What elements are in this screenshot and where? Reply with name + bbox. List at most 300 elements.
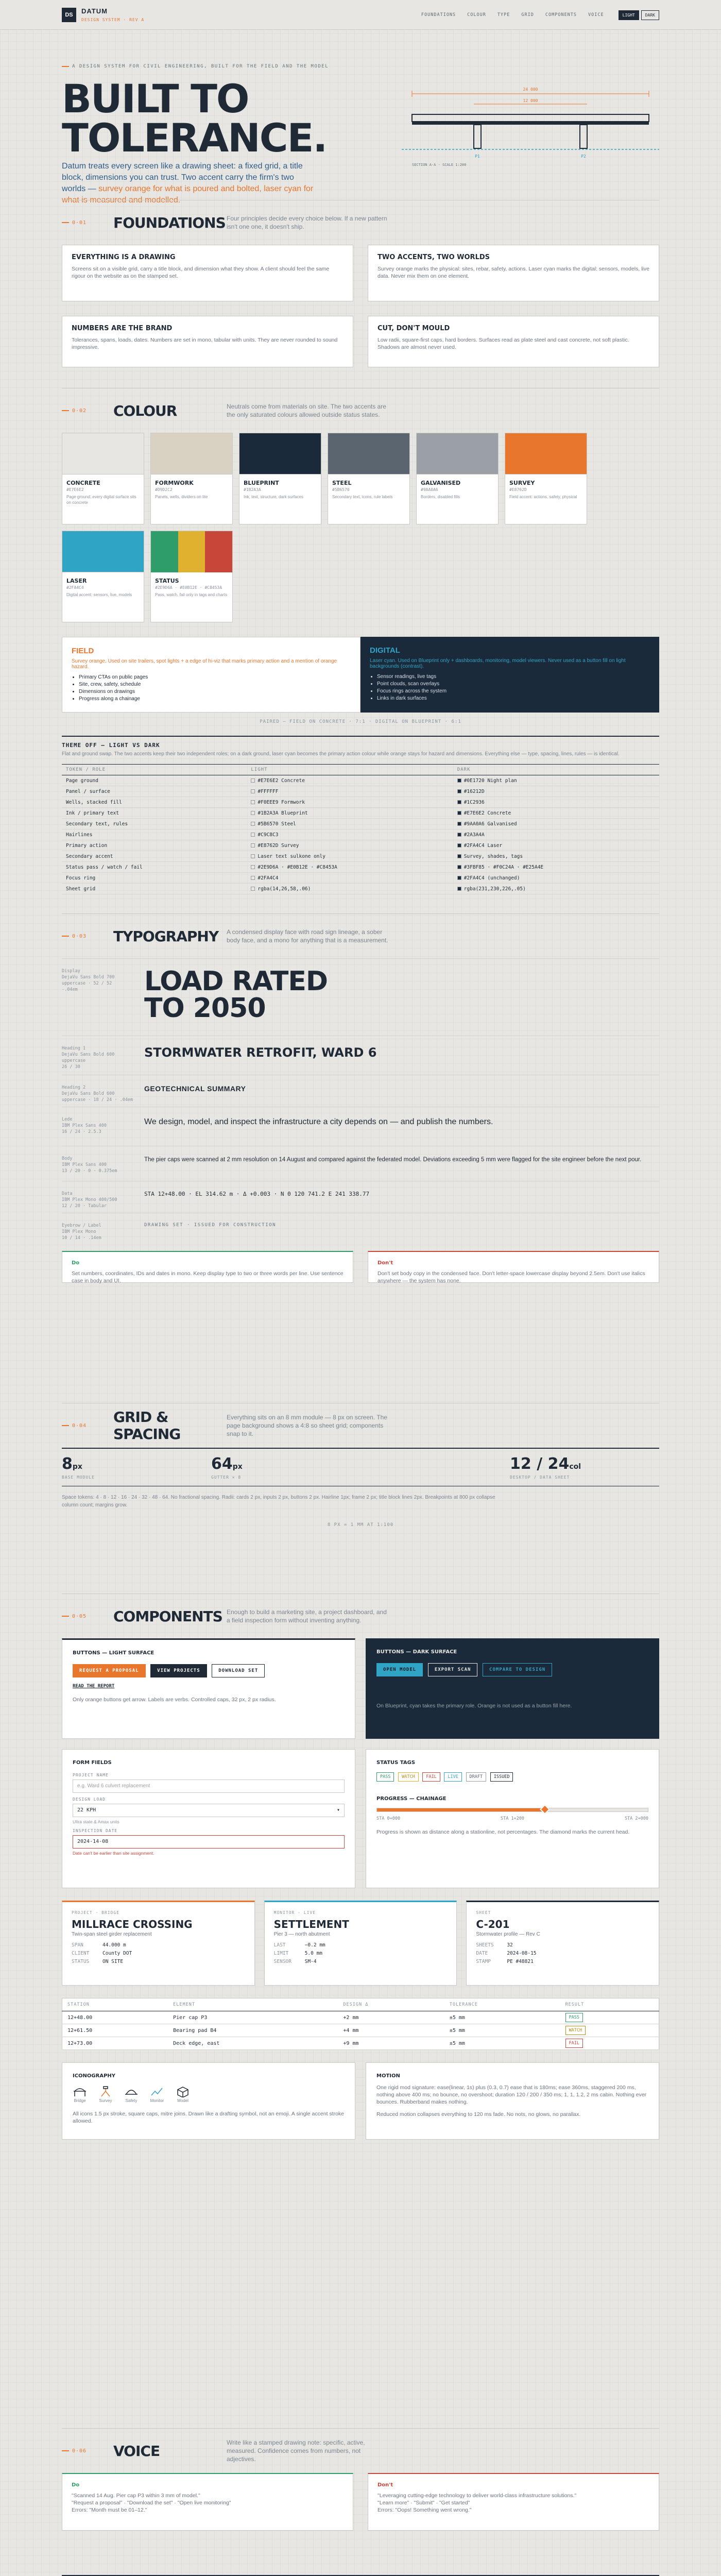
field-digital-panels <box>62 637 659 712</box>
table-row[interactable] <box>62 2024 659 2037</box>
table-header: RESULT <box>560 1998 659 2011</box>
token-dark <box>453 819 659 829</box>
stat-unit: px <box>72 1463 82 1471</box>
stat-columns <box>510 1455 659 1480</box>
voice-do-card <box>62 2473 353 2531</box>
digital-item: • Focus rings across the system <box>377 688 650 695</box>
swatch-name: SURVEY <box>509 480 535 486</box>
stat-gutter <box>211 1455 360 1480</box>
table-header: STATION <box>62 1998 168 2011</box>
card-heading: ICONOGRAPHY <box>73 2073 116 2079</box>
brand-tagline: DESIGN SYSTEM · REV A <box>81 18 145 22</box>
token-light-value: #1B2A3A Blueprint <box>258 810 308 816</box>
token-light <box>247 884 453 894</box>
download-set-button[interactable]: DOWNLOAD SET <box>212 1664 265 1677</box>
swatch-hex: #2FA4C4 <box>66 585 84 590</box>
color-chip <box>457 789 461 793</box>
chainage-progress-fill <box>377 1808 545 1811</box>
token-light-value: #2E9D6A · #E0B12E · #C8453A <box>258 864 337 870</box>
voice-line: Errors: "Oops! Something went wrong." <box>377 2507 472 2513</box>
export-scan-button[interactable]: EXPORT SCAN <box>428 1663 478 1676</box>
token-dark-value: Survey, shades, tags <box>464 853 523 859</box>
grid-section <box>62 1403 659 1594</box>
tag-draft: DRAFT <box>466 1772 487 1782</box>
logo[interactable]: DS <box>62 8 76 22</box>
theme-heading: THEME OFF — LIGHT VS DARK <box>62 742 160 749</box>
stat-value: 8 <box>62 1455 73 1473</box>
card-note: On Blueprint, cyan takes the primary role. Orange is not used as a button fill here. <box>376 1703 572 1709</box>
table-row <box>62 819 659 829</box>
table-row <box>62 786 659 797</box>
color-chip <box>457 854 461 858</box>
color-chip <box>457 887 461 891</box>
tag-issued: ISSUED <box>490 1772 513 1782</box>
hero-eyebrow-text: A DESIGN SYSTEM FOR CIVIL ENGINEERING, BUILT FOR THE FIELD AND THE MODEL <box>72 64 329 69</box>
color-chip <box>457 843 461 848</box>
swatch-chip <box>417 433 498 474</box>
hero-title-line2: TOLERANCE. <box>62 115 327 161</box>
table-header: LIGHT <box>247 765 453 775</box>
card-note: Only orange buttons get arrow. Labels are verbs. Controlled caps, 32 px, 2 px radius. <box>73 1697 276 1703</box>
swatch-hex: #5B6570 <box>332 487 350 492</box>
read-report-link[interactable]: READ THE REPORT <box>73 1684 115 1689</box>
token-dark-value: #2A3A4A <box>464 832 485 838</box>
type-specimen-lede: We design, model, and inspect the infrastructure a city depends on — and publish the numbers. <box>144 1117 493 1126</box>
color-chip <box>251 833 255 837</box>
status-card <box>366 1749 659 1888</box>
dont-title: Don't <box>377 1260 393 1266</box>
dont-text: Don't set body copy in the condensed face. Don't letter-space lowercase display beyond 2.5em. Don't use italics anywhere — the system has none. <box>377 1270 645 1284</box>
token-dark-value: #3FBF85 · #F0C24A · #E25A4E <box>464 864 544 870</box>
table-header: ELEMENT <box>168 1998 338 2011</box>
color-chip <box>251 811 255 815</box>
principle-text: Survey orange marks the physical: sites, rebar, safety, actions. Laser cyan marks the digital: sensors, models, live data. Never mix them on one element. <box>377 266 649 279</box>
swatch-formwork <box>150 433 233 524</box>
table-cell: ±5 mm <box>444 2011 560 2024</box>
theme-desc: Flat and ground swap. The two accents keep their two independent roles; on a dark ground, laser cyan becomes the primary action colour while orange stays for hazard and dimensions. Everything else — type, spacing, lines, rules — is identical. <box>62 751 620 757</box>
swatch-concrete <box>62 433 144 524</box>
section-desc: Neutrals come from materials on site. The two accents are the only saturated colours allowed outside status states. <box>227 403 386 418</box>
card-heading: MOTION <box>376 2073 400 2079</box>
progress-mid: STA 1+200 <box>500 1816 525 1821</box>
swatch-name: BLUEPRINT <box>244 480 279 486</box>
token-dark <box>453 829 659 840</box>
section-title: COLOUR <box>113 402 177 419</box>
color-chip <box>251 789 255 793</box>
token-role: Primary action <box>62 840 247 851</box>
nav-link-colour[interactable]: COLOUR <box>467 12 486 18</box>
nav-link-foundations[interactable]: FOUNDATIONS <box>421 12 456 18</box>
section-number: 0·05 <box>62 1614 113 1619</box>
type-meta: Data IBM Plex Mono 400/500 12 / 20 · Tabular <box>62 1191 117 1209</box>
principle-card <box>368 245 659 301</box>
token-dark <box>453 851 659 862</box>
kv-key: SPAN <box>72 1942 83 1948</box>
token-dark <box>453 797 659 808</box>
principle-text: Screens sit on a visible grid, carry a title block, and dimension what they show. A client should feel the same rigour on the website as on the stamped set. <box>72 266 330 279</box>
project-name-label: PROJECT NAME <box>73 1773 109 1777</box>
swatch-survey <box>505 433 587 524</box>
token-light-value: #E8762D Survey <box>258 842 299 849</box>
stat-label: BASE MODULE <box>62 1475 95 1480</box>
progress-start: STA 0+000 <box>376 1816 401 1821</box>
field-panel <box>62 637 360 713</box>
brand <box>81 7 144 23</box>
dark-theme-button[interactable]: DARK <box>641 10 659 20</box>
voice-line: "Scanned 14 Aug. Pier cap P3 within 3 mm of model." <box>72 2493 200 2499</box>
section-title: FOUNDATIONS <box>113 214 226 231</box>
components-section <box>62 1594 659 2428</box>
token-light <box>247 851 453 862</box>
swatch-blueprint <box>239 433 321 524</box>
icon-label: Model <box>177 2098 188 2103</box>
nav-link-grid[interactable]: GRID <box>521 12 534 18</box>
open-model-button[interactable]: OPEN MODEL <box>376 1663 423 1676</box>
table-cell: 12+73.00 <box>62 2037 168 2050</box>
token-dark-value: #9AA0A6 Galvanised <box>464 821 517 827</box>
principle-card <box>62 245 353 301</box>
type-meta: Eyebrow / Label IBM Plex Mono 10 / 14 · .14em <box>62 1223 101 1241</box>
principle-title: EVERYTHING IS A DRAWING <box>72 253 176 261</box>
stat-label: DESKTOP / DATA SHEET <box>510 1475 570 1480</box>
compare-design-button[interactable]: COMPARE TO DESIGN <box>483 1663 552 1676</box>
icon-label: Survey <box>99 2098 112 2103</box>
token-light <box>247 819 453 829</box>
hero-title <box>62 76 350 161</box>
token-dark <box>453 808 659 819</box>
card-heading: BUTTONS — DARK SURFACE <box>376 1649 457 1655</box>
swatch-chip <box>62 433 144 474</box>
card-title: MILLRACE CROSSING <box>72 1918 193 1930</box>
field-desc: Survey orange. Used on site trailers, spot lights + a edge of hi-viz that marks primary action and a mention of orange hazard. <box>72 658 337 670</box>
chevron-down-icon: ▾ <box>336 1807 340 1813</box>
card-heading: FORM FIELDS <box>73 1760 112 1766</box>
kv-key: DATE <box>476 1951 488 1956</box>
tag-watch: WATCH <box>398 1772 419 1782</box>
token-light <box>247 862 453 873</box>
card-kicker: PROJECT · BRIDGE <box>72 1910 120 1915</box>
token-dark <box>453 786 659 797</box>
stat-value: 64 <box>211 1455 233 1473</box>
token-dark <box>453 775 659 786</box>
swatch-steel <box>328 433 410 524</box>
icon-label: Bridge <box>74 2098 86 2103</box>
footer <box>62 2554 659 2576</box>
top-nav <box>0 0 721 30</box>
table-header: DARK <box>453 765 659 775</box>
chainage-head-marker <box>540 1804 550 1815</box>
theme-token-table <box>62 764 659 894</box>
icon-label: Safety <box>125 2098 138 2103</box>
hero-title-line1: BUILT TO <box>62 76 249 122</box>
swatch-use: Field accent: actions, safety, physical <box>509 495 577 499</box>
section-desc: Write like a stamped drawing note: specific, active, measured. Confidence comes from numbers, not adjectives. <box>227 2439 365 2463</box>
stat-label: GUTTER × 8 <box>211 1475 242 1480</box>
table-cell: Pier cap P3 <box>168 2011 338 2024</box>
swatch-chip <box>62 531 144 572</box>
project-name-input[interactable]: e.g. Ward 6 culvert replacement <box>73 1780 345 1793</box>
principle-card <box>62 316 353 367</box>
stat-value: 12 / 24 <box>510 1455 570 1473</box>
card-kicker: SHEET <box>476 1910 491 1915</box>
color-chip <box>251 843 255 848</box>
form-fields-card <box>62 1749 355 1888</box>
digital-item: • Sensor readings, live tags <box>377 673 650 681</box>
kv-key: CLIENT <box>72 1951 90 1956</box>
color-chip <box>251 887 255 891</box>
light-theme-button[interactable]: LIGHT <box>619 10 639 20</box>
section-title: COMPONENTS <box>113 1607 222 1625</box>
type-specimen-body: The pier caps were scanned at 2 mm resolution on 14 August and compared against the federated model. Deviations exceeding 5 mm were flagged for the site engineer before the next pour. <box>144 1157 642 1163</box>
bridge-icon <box>73 2086 87 2097</box>
token-light-value: #5B6570 Steel <box>258 821 296 827</box>
token-dark-value: #2FA4C4 Laser <box>464 842 503 849</box>
table-row <box>62 851 659 862</box>
table-row <box>62 775 659 786</box>
table-row <box>62 808 659 819</box>
scale-pill: 8 PX = 1 MM AT 1:100 <box>327 1522 394 1528</box>
token-role: Secondary text, rules <box>62 819 247 829</box>
token-dark-value: rgba(231,230,226,.05) <box>464 886 526 892</box>
section-number: 0·01 <box>62 220 113 226</box>
do-title: Do <box>72 2482 80 2488</box>
type-specimen-h1: STORMWATER RETROFIT, WARD 6 <box>144 1045 377 1060</box>
monitor-icon <box>150 2086 164 2097</box>
table-row <box>62 873 659 884</box>
result-tag: PASS <box>565 2013 583 2022</box>
table-row[interactable] <box>62 2011 659 2024</box>
swatch-hex: #9AA0A6 <box>421 487 438 492</box>
nav-link-type[interactable]: TYPE <box>497 12 510 18</box>
section-number: 0·06 <box>62 2448 113 2454</box>
color-chip <box>457 833 461 837</box>
nav-link-voice[interactable]: VOICE <box>588 12 604 18</box>
buttons-dark-card <box>366 1638 659 1739</box>
type-do-card <box>62 1251 353 1283</box>
swatch-use: Pass, watch, fail only in tags and charts <box>155 592 228 597</box>
token-light <box>247 840 453 851</box>
swatch-chip <box>151 531 232 572</box>
section-title: GRID & SPACING <box>113 1409 181 1443</box>
token-dark-value: #0E1720 Night plan <box>464 777 517 784</box>
progress-note: Progress is shown as distance along a stationline, not percentages. The diamond marks the current head. <box>376 1829 630 1835</box>
project-card[interactable] <box>264 1901 457 1986</box>
kv-value: 5.0 mm <box>304 1951 322 1956</box>
progress-end: STA 2+000 <box>624 1816 648 1821</box>
token-dark-value: #16212D <box>464 788 485 794</box>
kv-value: 2024-08-15 <box>507 1951 537 1956</box>
swatch-hex: #D9D2C2 <box>155 487 173 492</box>
buttons-light-card <box>62 1638 355 1739</box>
section-desc: Four principles decide every choice below. If a new pattern isn't one one, it doesn't ship. <box>227 215 387 230</box>
swatch-name: STATUS <box>155 578 179 584</box>
color-chip <box>251 822 255 826</box>
field-item: • Site, crew, safety, schedule <box>79 681 351 688</box>
stat-unit: col <box>569 1463 581 1471</box>
kv-value: SM-4 <box>304 1959 317 1964</box>
digital-title: DIGITAL <box>370 646 400 655</box>
hero-eyebrow <box>62 64 329 69</box>
table-row <box>62 829 659 840</box>
tag-fail: FAIL <box>422 1772 440 1782</box>
token-dark <box>453 862 659 873</box>
card-note: All icons 1.5 px stroke, square caps, mitre joins. Drawn like a drafting symbol, not an emoji. A single accent stroke allowed. <box>73 2111 344 2124</box>
token-role: Sheet grid <box>62 884 247 894</box>
token-light <box>247 873 453 884</box>
swatch-chip <box>328 433 409 474</box>
table-header: TOLERANCE <box>444 1998 560 2011</box>
request-proposal-button[interactable]: REQUEST A PROPOSAL <box>73 1664 146 1677</box>
inspection-date-input[interactable]: 2024-14-08 <box>73 1835 345 1849</box>
digital-panel <box>360 637 659 713</box>
color-chip <box>457 800 461 804</box>
type-specimen-h2: GEOTECHNICAL SUMMARY <box>144 1084 246 1093</box>
voice-line: "Request a proposal" · "Download the set" · "Open live monitoring" <box>72 2500 231 2506</box>
token-dark <box>453 884 659 894</box>
kv-key: SHEETS <box>476 1942 494 1948</box>
kv-value: 44.000 m <box>102 1942 126 1948</box>
principle-card <box>368 316 659 367</box>
token-light <box>247 797 453 808</box>
table-header: DESIGN Δ <box>338 1998 444 2011</box>
voice-dont-card <box>368 2473 659 2531</box>
kv-value: County DOT <box>102 1951 132 1956</box>
token-dark-value: #E7E6E2 Concrete <box>464 810 511 816</box>
type-specimen-data: STA 12+48.00 · EL 314.62 m · Δ +0.003 · N 0 120 741.2 E 241 338.77 <box>144 1191 370 1197</box>
brand-name: DATUM <box>81 7 108 15</box>
swatch-name: FORMWORK <box>155 480 194 486</box>
colour-section <box>62 388 659 913</box>
card-title: C-201 <box>476 1918 510 1930</box>
swatch-name: LASER <box>66 578 87 584</box>
principle-text: Tolerances, spans, loads, dates. Numbers are set in mono, tabular with units. They are never rounded to sound impressive. <box>72 337 338 350</box>
principle-title: NUMBERS ARE THE BRAND <box>72 325 173 332</box>
project-card[interactable] <box>466 1901 659 1986</box>
kv-key: LIMIT <box>273 1951 289 1956</box>
swatch-name: GALVANISED <box>421 480 461 486</box>
spacing-stats <box>62 1448 659 1486</box>
voice-line: Errors: "Month must be 01–12." <box>72 2507 147 2513</box>
project-cards <box>62 1901 659 1986</box>
survey-icon <box>98 2086 113 2097</box>
voice-section <box>62 2428 659 2554</box>
color-chip <box>457 822 461 826</box>
table-cell: ±5 mm <box>444 2024 560 2037</box>
table-cell: 12+48.00 <box>62 2011 168 2024</box>
swatch-laser <box>62 531 144 622</box>
hero-lede-text: Datum treats every screen like a drawing sheet: a fixed grid, a title block, dimensions you can trust. Two accent carry the firm's two worlds — <box>62 162 303 193</box>
voice-line: "Leveraging cutting-edge technology to deliver world-class infrastructure solutions." <box>377 2493 577 2499</box>
table-cell: ±5 mm <box>444 2037 560 2050</box>
do-text: Set numbers, coordinates, IDs and dates in mono. Keep display type to two or three words per line. Use sentence case in body and UI. <box>72 1270 344 1284</box>
principle-title: CUT, DON'T MOULD <box>377 325 450 332</box>
token-dark <box>453 873 659 884</box>
swatch-use: Borders, disabled fills <box>421 495 460 499</box>
swatch-name: STEEL <box>332 480 352 486</box>
kv-key: STAMP <box>476 1959 491 1964</box>
token-light-value: #2FA4C4 <box>258 875 279 881</box>
color-chip <box>251 865 255 869</box>
motion-note: Reduced motion collapses everything to 120 ms fade. No nots, no glows, no parallax. <box>376 2111 581 2117</box>
spacing-note: Space tokens: 4 · 8 · 12 · 16 · 24 · 32 · 48 · 64. No fractional spacing. Radii: cards 2 px, inputs 2 px, buttons 2 px. Hairline 1px; frame 2 px; title block lines 2px. Breakpoints at 800 px collapse column count; margins grow. <box>62 1495 495 1508</box>
design-load-help: Ultra state & Amax units <box>73 1819 119 1824</box>
kv-value: PE #48821 <box>507 1959 534 1964</box>
token-dark-value: #1C2936 <box>464 799 485 805</box>
table-cell: +9 mm <box>338 2037 444 2050</box>
token-light-value: #C9C8C3 <box>258 832 279 838</box>
color-chip <box>251 778 255 783</box>
table-row[interactable] <box>62 2037 659 2050</box>
swatch-grid <box>62 433 659 622</box>
swatch-chip <box>505 433 587 474</box>
kv-key: LAST <box>273 1942 286 1948</box>
kv-key: SENSOR <box>273 1959 291 1964</box>
token-role: Secondary accent <box>62 851 247 862</box>
type-meta: Body IBM Plex Sans 400 13 / 20 · 0 · 0.375em <box>62 1156 117 1174</box>
swatch-use: Ink, text, structure, dark surfaces <box>244 495 304 499</box>
swatch-use: Panels, wells, dividers on lite <box>155 495 208 499</box>
type-specimen-eyebrow: DRAWING SET · ISSUED FOR CONSTRUCTION <box>144 1223 276 1228</box>
nav-links <box>421 12 604 18</box>
inspection-date-error: Date can't be earlier than site assignment. <box>73 1851 154 1856</box>
progress-heading: PROGRESS — CHAINAGE <box>376 1796 447 1802</box>
token-light-value: #F0EEE9 Formwork <box>258 799 305 805</box>
token-light-value: #E7E6E2 Concrete <box>258 777 305 784</box>
tag-pass: PASS <box>376 1772 394 1782</box>
principle-title: TWO ACCENTS, TWO WORLDS <box>377 253 490 261</box>
section-desc: Enough to build a marketing site, a project dashboard, and a field inspection form without inventing anything. <box>227 1608 387 1624</box>
swatch-hex: #E7E6E2 <box>66 487 84 492</box>
type-meta: Heading 2 DejaVu Sans Bold 600 uppercase · 18 / 24 · .04em <box>62 1085 133 1103</box>
inspection-date-label: INSPECTION DATE <box>73 1828 118 1833</box>
table-row <box>62 797 659 808</box>
swatch-use: Page ground; every digital surface sits on concrete <box>66 495 136 505</box>
token-light <box>247 808 453 819</box>
fig-caption: SECTION A-A · SCALE 1:200 <box>412 163 467 167</box>
type-dont-card <box>368 1251 659 1283</box>
view-projects-button[interactable]: VIEW PROJECTS <box>150 1664 207 1677</box>
color-chip <box>457 778 461 783</box>
token-light-value: rgba(14,26,58,.06) <box>258 886 311 892</box>
motion-text: One rigid mod signature: ease(linear, 1s) plus (0.3, 0.7) ease that is 180ms; ease 360ms, staggered 200 ms, nothing above 400 ms; no bounce, no overshoot; duration 120 / 200 / 350 ms; 1, 1, 1.2, 2 ms cabin. Nothing ever bounces. Rubberband makes nothing. <box>376 2084 647 2105</box>
design-load-select[interactable] <box>73 1804 345 1817</box>
nav-link-components[interactable]: COMPONENTS <box>545 12 577 18</box>
section-desc: A condensed display face with road sign lineage, a sober body face, and a mono for anything that is a measurement. <box>227 928 388 944</box>
section-number: 0·04 <box>62 1423 113 1429</box>
table-cell: Deck edge, east <box>168 2037 338 2050</box>
color-chip <box>251 800 255 804</box>
digital-desc: Laser cyan. Used on Blueprint only + dashboards, monitoring, model viewers. Never used as a button fill on light backgrounds (contrast). <box>370 658 626 669</box>
color-chip <box>457 876 461 880</box>
table-cell: +2 mm <box>338 2011 444 2024</box>
swatch-galvanised <box>416 433 499 524</box>
section-title: TYPOGRAPHY <box>113 927 219 945</box>
fig-pier-left: P1 <box>475 154 480 159</box>
stat-base <box>62 1455 211 1480</box>
swatch-use: Digital accent: sensors, live, models <box>66 592 132 597</box>
card-heading: BUTTONS — LIGHT SURFACE <box>73 1650 154 1656</box>
swatch-chip <box>151 433 232 474</box>
token-light <box>247 775 453 786</box>
project-card[interactable] <box>62 1901 255 1986</box>
table-header: TOKEN / ROLE <box>62 765 247 775</box>
swatch-hex: #2E9D6A · #E0B12E · #C8453A <box>155 585 222 590</box>
token-role: Page ground <box>62 775 247 786</box>
table-cell: +4 mm <box>338 2024 444 2037</box>
digital-item: • Links in dark surfaces <box>377 695 650 702</box>
field-item: • Progress along a chainage <box>79 696 351 703</box>
stat-empty <box>360 1455 510 1480</box>
